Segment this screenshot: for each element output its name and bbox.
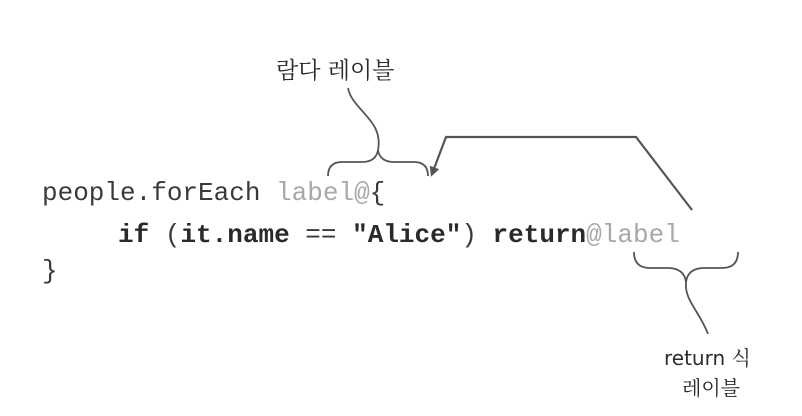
code-label-at: @ <box>354 178 370 208</box>
lambda-label-brace <box>328 150 428 176</box>
return-label-connector <box>686 282 708 334</box>
code-kw-if: if <box>118 220 150 250</box>
return-label-brace <box>634 252 738 282</box>
code-dot: . <box>211 220 228 250</box>
code-prop-name: name <box>227 220 290 250</box>
code-return-label: label <box>601 220 680 250</box>
code-brace-close: } <box>42 256 58 286</box>
code-kw-return: return <box>492 220 587 250</box>
code-paren-open: ( <box>149 220 181 250</box>
code-string-literal: "Alice" <box>352 220 462 250</box>
lambda-label-connector <box>348 88 379 150</box>
code-receiver: people.forEach <box>42 178 277 208</box>
code-return-at: @ <box>586 220 602 250</box>
return-label-caption-line1: return 식 <box>664 346 751 370</box>
code-kw-it: it <box>180 220 212 250</box>
code-label-definition: label <box>276 178 355 208</box>
return-label-caption-line2: 레이블 <box>682 376 740 400</box>
code-paren-close: ) <box>461 220 493 250</box>
code-brace-open: { <box>369 178 386 208</box>
code-operator: == <box>289 220 353 250</box>
return-to-label-arrow <box>432 137 692 210</box>
lambda-label-caption: 람다 레이블 <box>276 58 395 84</box>
